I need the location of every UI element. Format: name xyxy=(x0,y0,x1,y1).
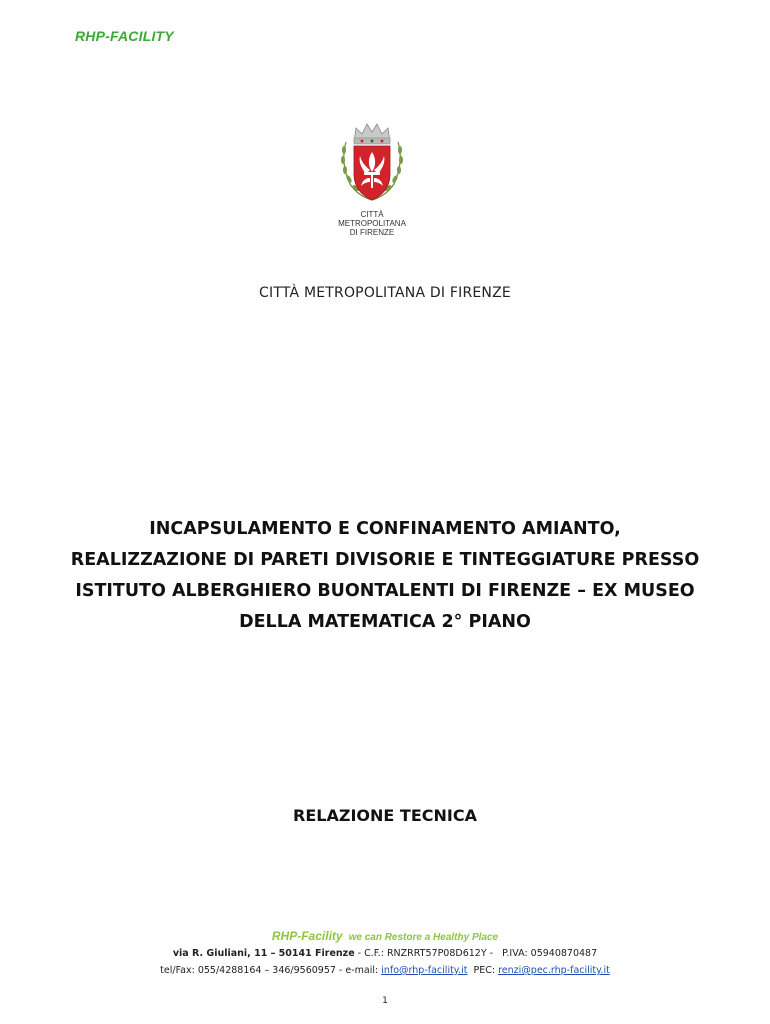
email-link[interactable]: info@rhp-facility.it xyxy=(381,965,468,976)
document-subtitle: RELAZIONE TECNICA xyxy=(293,806,477,825)
logo-caption-line1: CITTÀ METROPOLITANA xyxy=(338,210,406,228)
document-title-line: ISTITUTO ALBERGHIERO BUONTALENTI DI FIRENZE – EX MUSEO xyxy=(75,581,695,601)
header-brand: RHP-FACILITY xyxy=(75,28,174,44)
pec-label: PEC: xyxy=(467,965,499,976)
document-title-line: REALIZZAZIONE DI PARETI DIVISORIE E TINTEGGIATURE PRESSO xyxy=(70,550,700,570)
footer-contacts xyxy=(0,965,770,976)
footer-phone: tel/Fax: 055/4288164 – 346/9560957 - e-mail: xyxy=(160,965,382,976)
city-logo xyxy=(336,112,408,237)
footer-address xyxy=(0,948,770,959)
document-title-line: DELLA MATEMATICA 2° PIANO xyxy=(239,612,531,632)
footer-slogan-brand: RHP-Facility xyxy=(271,929,343,943)
footer-slogan-tagline: we can Restore a Healthy Place xyxy=(348,932,499,943)
document-title xyxy=(60,514,710,638)
footer-address-tax-ids: - C.F.: RNZRRT57P08D612Y - P.IVA: 05940870487 xyxy=(354,948,598,959)
logo-caption-line2: DI FIRENZE xyxy=(349,228,395,237)
footer-slogan xyxy=(0,929,770,943)
entity-name: CITTÀ METROPOLITANA DI FIRENZE xyxy=(259,285,511,301)
florence-lily-crest-icon xyxy=(336,112,408,208)
footer-address-street: via R. Giuliani, 11 – 50141 Firenze xyxy=(172,948,355,959)
document-title-line: INCAPSULAMENTO E CONFINAMENTO AMIANTO, xyxy=(149,519,621,539)
pec-email-link[interactable]: renzi@pec.rhp-facility.it xyxy=(498,965,610,976)
page-number: 1 xyxy=(382,996,388,1006)
logo-caption xyxy=(336,210,408,237)
